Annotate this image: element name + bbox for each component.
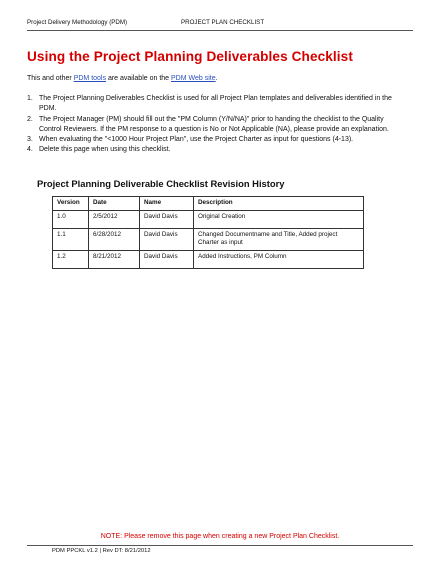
intro-text-1: This and other xyxy=(27,75,72,82)
removal-note: NOTE: Please remove this page when creating a new Project Plan Checklist. xyxy=(100,533,340,540)
intro-text-3: . xyxy=(215,75,218,82)
table-header-row xyxy=(53,197,364,211)
column-header-name: Name xyxy=(140,197,194,211)
instruction-text: Delete this page when using this checklist. xyxy=(39,146,171,154)
cell-description: Original Creation xyxy=(194,211,364,229)
cell-version: 1.1 xyxy=(53,229,89,251)
footer-divider xyxy=(27,545,413,546)
column-header-version: Version xyxy=(53,197,89,211)
cell-date: 2/5/2012 xyxy=(89,211,140,229)
column-header-description: Description xyxy=(194,197,364,211)
table-row xyxy=(53,229,364,251)
instruction-text: The Project Planning Deliverables Checklist is used for all Project Plan templates and deliverables identified in the PDM. xyxy=(39,95,392,113)
cell-description: Changed Documentname and Title, Added project Charter as input xyxy=(194,229,364,251)
instruction-item xyxy=(27,145,397,155)
revision-history-heading: Project Planning Deliverable Checklist Revision History xyxy=(37,178,285,189)
cell-version: 1.0 xyxy=(53,211,89,229)
pdm-web-site-link[interactable]: PDM Web site xyxy=(171,75,216,82)
cell-date: 8/21/2012 xyxy=(89,250,140,268)
cell-name: David Davis xyxy=(140,250,194,268)
instruction-item xyxy=(27,135,397,145)
revision-history-table xyxy=(52,196,364,269)
instruction-item xyxy=(27,94,397,115)
cell-description: Added Instructions, PM Column xyxy=(194,250,364,268)
cell-name: David Davis xyxy=(140,229,194,251)
cell-version: 1.2 xyxy=(53,250,89,268)
instructions-list xyxy=(27,94,397,156)
instruction-text: The Project Manager (PM) should fill out the "PM Column (Y/N/NA)" prior to handing the checklist to the Quality Control Reviewers. If the PM response to a question is No or Not Applicable (NA), please provide an explanation. xyxy=(39,115,389,133)
cell-date: 6/28/2012 xyxy=(89,229,140,251)
header-methodology: Project Delivery Methodology (PDM) xyxy=(27,19,128,26)
instruction-number: 1. xyxy=(27,95,33,102)
table-row xyxy=(53,250,364,268)
instruction-number: 4. xyxy=(27,146,33,154)
page-title: Using the Project Planning Deliverables Checklist xyxy=(27,49,353,64)
instruction-number: 3. xyxy=(27,136,33,144)
cell-name: David Davis xyxy=(140,211,194,229)
column-header-date: Date xyxy=(89,197,140,211)
instruction-number: 2. xyxy=(27,115,33,123)
instruction-item xyxy=(27,115,397,136)
page-footer: PDM PPCKL v1.2 | Rev DT: 8/21/2012 xyxy=(52,548,151,554)
header-doc-title: PROJECT PLAN CHECKLIST xyxy=(181,19,265,26)
header-divider xyxy=(27,30,413,31)
instruction-text: When evaluating the "<1000 Hour Project Plan", use the Project Charter as input for questions (4-13). xyxy=(39,136,354,144)
table-row xyxy=(53,211,364,229)
intro-text-2: are available on the xyxy=(107,75,170,82)
pdm-tools-link[interactable]: PDM tools xyxy=(73,75,106,82)
intro-paragraph xyxy=(27,75,218,82)
